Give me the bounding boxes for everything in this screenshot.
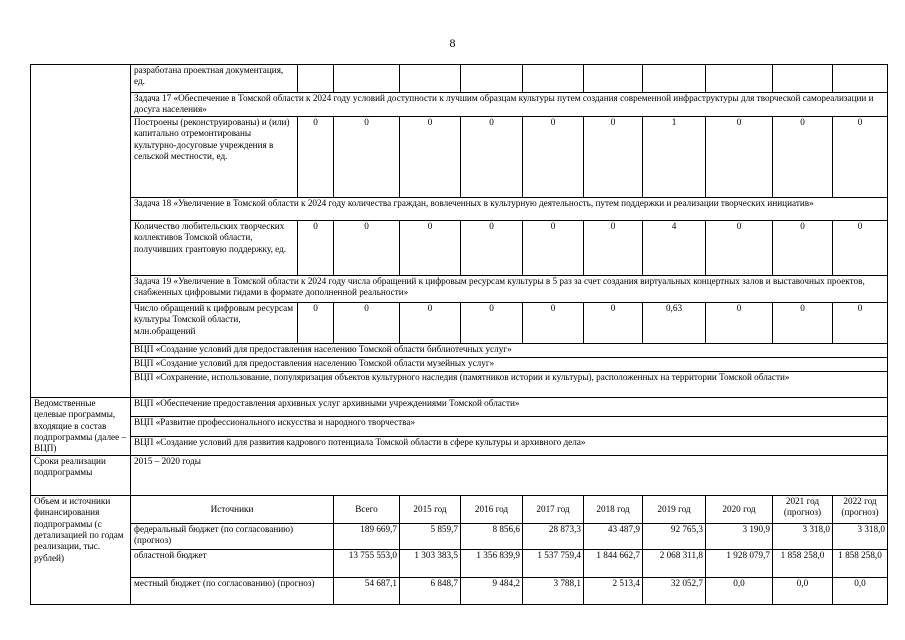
value-cell: 0 xyxy=(773,302,833,343)
column-header: 2018 год xyxy=(584,495,643,523)
vcp-item: ВЦП «Создание условий для предоставления населению Томской области музейных услуг» xyxy=(131,357,888,371)
amount-cell: 0,0 xyxy=(706,577,773,604)
amount-cell: 1 303 383,5 xyxy=(400,549,461,577)
indicator-row xyxy=(31,302,888,343)
subprogram-passport-table xyxy=(30,64,888,605)
value-cell: 0 xyxy=(706,116,773,197)
value-cell: 0 xyxy=(833,220,888,275)
vcp-item: ВЦП «Развитие профессионального искусства и народного творчества» xyxy=(131,417,888,436)
value-cell: 0 xyxy=(833,116,888,197)
finance-header-row xyxy=(31,495,888,523)
amount-cell: 43 487,9 xyxy=(584,523,643,549)
value-cell: 0 xyxy=(461,302,523,343)
value-cell: 0 xyxy=(400,220,461,275)
finance-label: Объем и источники финансирования подпрограммы (с детализацией по годам реализации, тыс. рублей) xyxy=(31,495,131,604)
amount-cell: 0,0 xyxy=(773,577,833,604)
vcp-label: Ведомственные целевые программы, входящие в состав подпрограммы (далее – ВЦП) xyxy=(31,397,131,455)
value-cell: 0 xyxy=(523,220,584,275)
label-cell-empty xyxy=(31,65,131,398)
task-row xyxy=(31,93,888,117)
finance-row xyxy=(31,523,888,549)
terms-label: Сроки реализации подпрограммы xyxy=(31,455,131,495)
task-row xyxy=(31,197,888,220)
column-header: Источники xyxy=(131,495,334,523)
source-cell: местный бюджет (по согласованию) (прогноз) xyxy=(131,577,334,604)
vcp-row xyxy=(31,436,888,455)
column-header: 2021 год (прогноз) xyxy=(773,495,833,523)
value-cell: 0 xyxy=(584,220,643,275)
vcp-row xyxy=(31,417,888,436)
task-17: Задача 17 «Обеспечение в Томской области к 2024 году условий доступности к лучшим образцам культуры путем создания современной инфраструктуры для творческой самореализации и досуга населения» xyxy=(131,93,888,117)
task-19: Задача 19 «Увеличение в Томской области к 2024 году числа обращений к цифровым ресурсам культуры в 5 раз за счет создания виртуальных концертных залов и выставочных проектов, снабженных цифровыми гидами в формате дополненной реальности» xyxy=(131,275,888,302)
vcp-row xyxy=(31,397,888,416)
vcp-item: ВЦП «Создание условий для предоставления населению Томской области библиотечных услуг» xyxy=(131,343,888,357)
value-cell: 0 xyxy=(461,116,523,197)
task-18: Задача 18 «Увеличение в Томской области к 2024 году количества граждан, вовлеченных в культурную деятельность, путем поддержки и реализации творческих инициатив» xyxy=(131,197,888,220)
amount-cell: 3 318,0 xyxy=(833,523,888,549)
value-cell: 1 xyxy=(643,116,706,197)
finance-row xyxy=(31,549,888,577)
amount-cell: 0,0 xyxy=(833,577,888,604)
vcp-item: ВЦП «Сохранение, использование, популяризация объектов культурного наследия (памятников истории и культуры), расположенных на территории Томской области» xyxy=(131,371,888,397)
indicator-cell: Число обращений к цифровым ресурсам культуры Томской области, млн.обращений xyxy=(131,302,298,343)
amount-cell: 3 788,1 xyxy=(523,577,584,604)
value-cell: 0 xyxy=(298,302,334,343)
amount-cell: 5 859,7 xyxy=(400,523,461,549)
value-cell: 0 xyxy=(773,220,833,275)
amount-cell: 1 928 079,7 xyxy=(706,549,773,577)
value-cell: 0 xyxy=(400,302,461,343)
amount-cell: 189 669,7 xyxy=(334,523,400,549)
column-header: 2015 год xyxy=(400,495,461,523)
source-cell: федеральный бюджет (по согласованию) (прогноз) xyxy=(131,523,334,549)
amount-cell: 1 858 258,0 xyxy=(773,549,833,577)
indicator-cell: разработана проектная документация, ед. xyxy=(131,65,298,93)
column-header: 2017 год xyxy=(523,495,584,523)
table-row xyxy=(31,65,888,93)
amount-cell: 6 848,7 xyxy=(400,577,461,604)
terms-row xyxy=(31,455,888,495)
value-cell: 0 xyxy=(833,302,888,343)
value-cell: 0 xyxy=(584,302,643,343)
column-header: Всего xyxy=(334,495,400,523)
amount-cell: 2 513,4 xyxy=(584,577,643,604)
value-cell: 0 xyxy=(773,116,833,197)
amount-cell: 54 687,1 xyxy=(334,577,400,604)
amount-cell: 1 356 839,9 xyxy=(461,549,523,577)
indicator-row xyxy=(31,220,888,275)
source-cell: областной бюджет xyxy=(131,549,334,577)
indicator-cell: Построены (реконструированы) и (или) капитально отремонтированы культурно-досуговые учреждения в сельской местности, ед. xyxy=(131,116,298,197)
amount-cell: 1 844 662,7 xyxy=(584,549,643,577)
vcp-item: ВЦП «Создание условий для развития кадрового потенциала Томской области в сфере культуры и архивного дела» xyxy=(131,436,888,455)
column-header: 2016 год xyxy=(461,495,523,523)
value-cell: 4 xyxy=(643,220,706,275)
value-cell: 0 xyxy=(523,116,584,197)
amount-cell: 32 052,7 xyxy=(643,577,706,604)
amount-cell: 9 484,2 xyxy=(461,577,523,604)
task-row xyxy=(31,275,888,302)
amount-cell: 13 755 553,0 xyxy=(334,549,400,577)
amount-cell: 1 537 759,4 xyxy=(523,549,584,577)
value-cell: 0 xyxy=(706,302,773,343)
vcp-row xyxy=(31,357,888,371)
amount-cell: 28 873,3 xyxy=(523,523,584,549)
vcp-item: ВЦП «Обеспечение предоставления архивных услуг архивными учреждениями Томской области» xyxy=(131,397,888,416)
value-cell: 0 xyxy=(584,116,643,197)
amount-cell: 8 856,6 xyxy=(461,523,523,549)
amount-cell: 1 858 258,0 xyxy=(833,549,888,577)
amount-cell: 3 318,0 xyxy=(773,523,833,549)
finance-row xyxy=(31,577,888,604)
column-header: 2022 год (прогноз) xyxy=(833,495,888,523)
terms-value: 2015 – 2020 годы xyxy=(131,455,888,495)
column-header: 2020 год xyxy=(706,495,773,523)
indicator-row xyxy=(31,116,888,197)
value-cell: 0 xyxy=(298,220,334,275)
amount-cell: 3 190,9 xyxy=(706,523,773,549)
value-cell: 0,63 xyxy=(643,302,706,343)
amount-cell: 2 068 311,8 xyxy=(643,549,706,577)
value-cell: 0 xyxy=(523,302,584,343)
column-header: 2019 год xyxy=(643,495,706,523)
value-cell: 0 xyxy=(461,220,523,275)
value-cell: 0 xyxy=(334,116,400,197)
value-cell: 0 xyxy=(334,302,400,343)
vcp-row xyxy=(31,343,888,357)
value-cell: 0 xyxy=(400,116,461,197)
indicator-cell: Количество любительских творческих коллективов Томской области, получивших грантовую поддержку, ед. xyxy=(131,220,298,275)
value-cell: 0 xyxy=(706,220,773,275)
page-number: 8 xyxy=(449,36,456,50)
value-cell: 0 xyxy=(298,116,334,197)
amount-cell: 92 765,3 xyxy=(643,523,706,549)
vcp-row xyxy=(31,371,888,397)
value-cell: 0 xyxy=(334,220,400,275)
